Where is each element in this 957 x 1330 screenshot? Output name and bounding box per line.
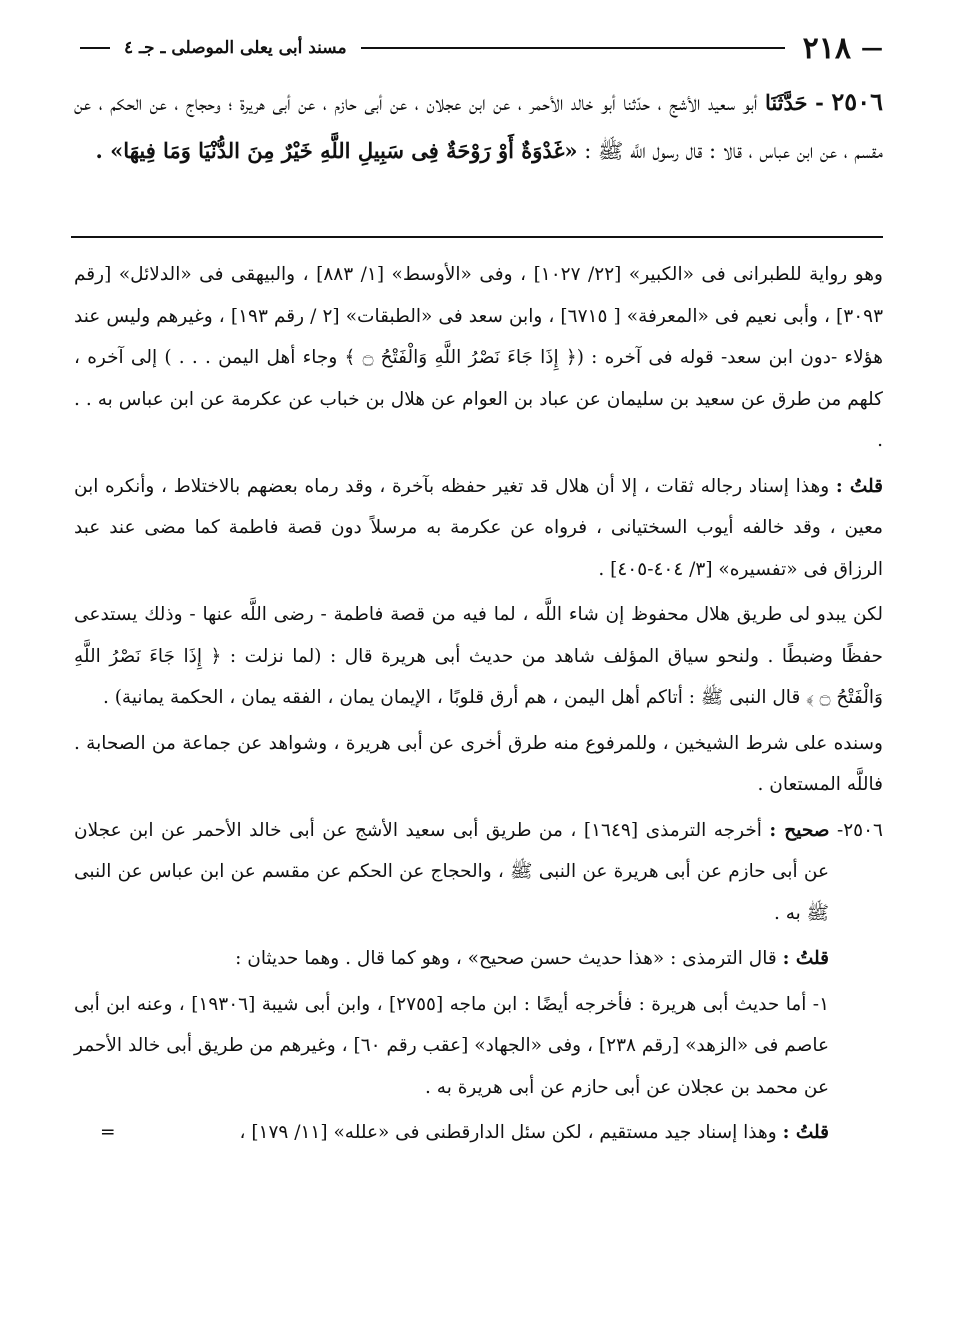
hadith-isnad: أبو سعيد الأشج ، حدّثنا أبو خالد الأحمر ، عن ابن عجلان ، عن أبى حازم ، عن أبى هريرة ؛ وحجاج ، عن الحكم ، عن مقسم ، عن ابن عباس ، قالا : قال رسول اللَّه ﷺ : (74, 91, 883, 163)
book-title: مسند أبى يعلى الموصلى ـ جـ ٤ (124, 38, 347, 58)
qultu-label: قلتُ : (835, 475, 883, 497)
header-rule-short (80, 47, 110, 49)
note-paragraph-1: وهو رواية للطبرانى فى «الكبير» [٢٢/ ١٠٢٧] ، وفى «الأوسط» [١/ ٨٨٣] ، والبيهقى فى «الدلائل» [رقم ٣٠٩٣] ، وأبى نعيم فى «المعرفة» [ ٦٧١٥] ، وابن سعد فى «الطبقات» [٢ / رقم ١٩٣] ، وغيرهم وليس عند هؤلاء -دون ابن سعد- قوله فى آخره : (﴿ إِذَا جَاءَ نَصْرُ اللَّهِ وَالْفَتْحُ ۝ ﴾ وجاء أهل اليمن . . . ) إلى آخره ، كلهم من طرق عن سعيد بن سليمان عن عباد بن العوام عن هلال بن خباب عن عكرمة عن ابن عباس به . . . (74, 264, 884, 451)
takhrij-number: ٢٥٠٦- (836, 819, 883, 841)
note-paragraph-8 (74, 1112, 883, 1154)
note-paragraph-2 (74, 466, 883, 591)
hadith-dash: - (815, 90, 824, 115)
hadith-number: ٢٥٠٦ (831, 87, 883, 116)
page-number: ٢١٨ (802, 30, 851, 66)
note-paragraph-6-text: قال الترمذى : «هذا حديث حسن صحيح» ، وهو كما قال . وهما حديثان : (235, 948, 777, 969)
hadith-matn: «غَدْوَةٌ أَوْ رَوْحَةٌ فِى سَبِيلِ اللَّهِ خَيْرٌ مِنَ الدُّنْيَا وَمَا فِيهَا» . (95, 138, 578, 163)
note-paragraph-5 (74, 810, 883, 935)
qultu-label: قلتُ : (782, 1122, 829, 1143)
note-paragraph-6 (74, 938, 883, 980)
note-paragraph-2-text: وهذا إسناد رجاله ثقات ، إلا أن هلال قد تغير حفظه بآخرة ، وقد رماه بعضهم بالاختلاط ، وأنكره ابن معين ، وقد خالفه أيوب السختيانى ، فرواه عن عكرمة به مرسلاً دون قصة فاطمة كما مضى عند عبد الرزاق فى «تفسيره» [٣/ ٤٠٤-٤٠٥] . (74, 475, 883, 580)
note-paragraph-3: لكن يبدو لى طريق هلال محفوظ إن شاء اللَّه ، لما فيه من قصة فاطمة - رضى اللَّه عنها - وذلك يستدعى حفظًا وضبطًا . ولنحو سياق المؤلف شاهد من حديث أبى هريرة قال : (لما نزلت : ﴿ إِذَا جَاءَ نَصْرُ اللَّهِ وَالْفَتْحُ ۝ ﴾ قال النبى ﷺ : أتاكم أهل اليمن ، هم أرق قلوبًا ، الإيمان يمان ، الفقه يمان ، الحكمة يمانية) . (74, 604, 883, 708)
continuation-mark: = (100, 1122, 116, 1143)
note-paragraph-7: ١- أما حديث أبى هريرة : فأخرجه أيضًا : ابن ماجه [٢٧٥٥] ، وابن أبى شيبة [١٩٣٠٦] ، وعنه ابن أبى عاصم فى «الزهد» [رقم ٢٣٨] ، وفى «الجهاد» [عقب رقم ٦٠] ، وغيرهم من طريق أبى خالد الأحمر عن محمد بن عجلان عن أبى حازم عن أبى هريرة به . (74, 993, 829, 1098)
header-dash-right: — (861, 35, 883, 61)
note-paragraph-8-text: وهذا إسناد جيد مستقيم ، لكن سئل الدارقطنى فى «علله» [١١/ ١٧٩] ، (239, 1122, 777, 1143)
header-rule (361, 47, 785, 49)
sahih-label: صحيح : (769, 819, 830, 841)
footnotes (74, 254, 883, 1154)
footnote-separator (71, 236, 883, 238)
note-paragraph-5-text: أخرجه الترمذى [١٦٤٩] ، من طريق أبى سعيد الأشج عن أبى خالد الأحمر عن ابن عجلان عن أبى حازم عن أبى هريرة عن النبى ﷺ ، والحجاج عن الحكم عن مقسم عن ابن عباس عن النبى ﷺ به . (74, 819, 829, 924)
haddathana: حَدَّثَنَا (764, 90, 808, 115)
note-paragraph-4: وسنده على شرط الشيخين ، وللمرفوع منه طرق أخرى عن أبى هريرة ، وشواهد عن جماعة من الصحابة . فاللَّه المستعان . (74, 732, 883, 795)
hadith-text (74, 78, 883, 175)
page-header (72, 28, 883, 68)
qultu-label: قلتُ : (782, 948, 829, 969)
